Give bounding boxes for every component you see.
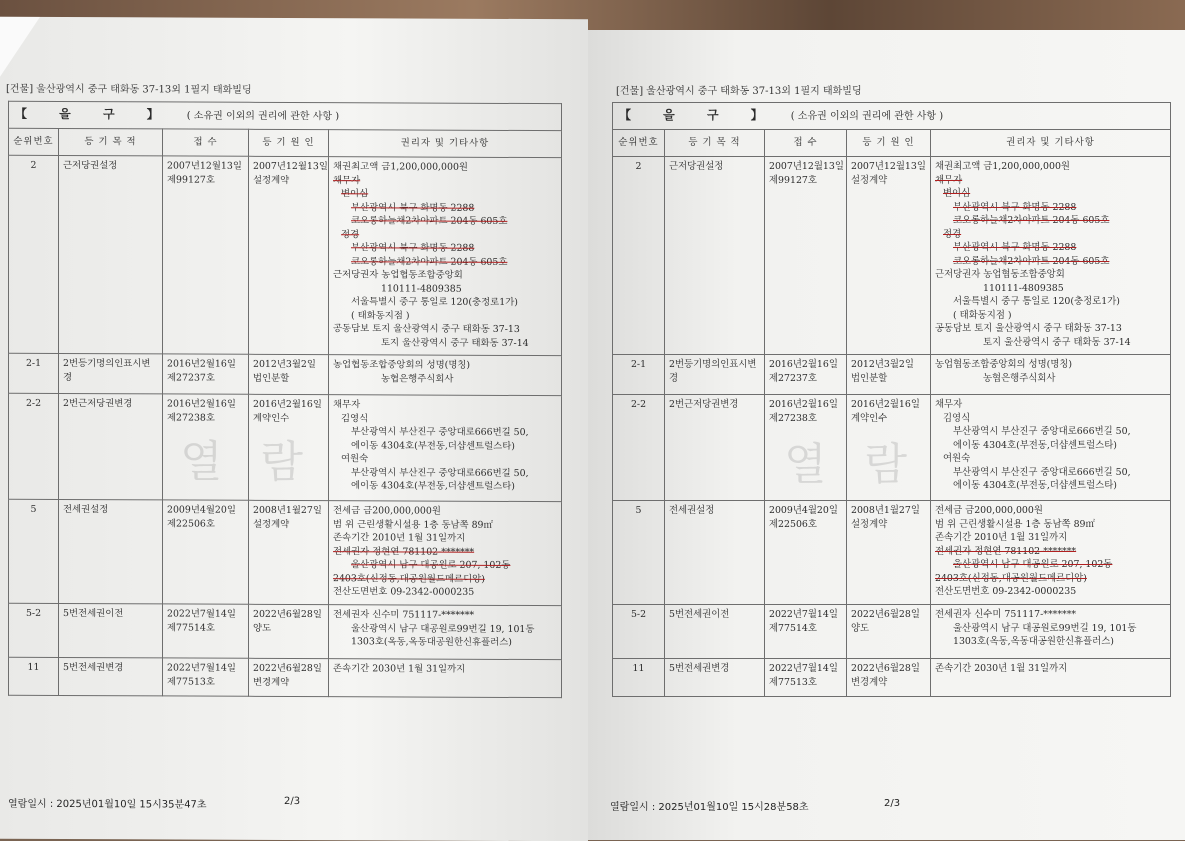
registration-cause [847, 501, 931, 605]
detail-line: 채무자 [333, 399, 361, 411]
detail-line: 전세금 금200,000,000원 [333, 505, 441, 517]
detail-line: 전세권자 정현연 781102-******* [333, 545, 475, 558]
receipt-line: 제77513호 [167, 675, 215, 688]
receipt-line: 2022년7월14일 [769, 609, 838, 620]
rank-number: 2-2 [9, 393, 59, 499]
page-number: 2/3 [284, 795, 301, 808]
receipt-line: 제22506호 [769, 518, 817, 530]
detail-line: 범 위 근린생활시설용 1층 동남쪽 89㎡ [333, 518, 493, 531]
column-header: 접 수 [765, 130, 847, 157]
rights-holder-details [931, 659, 1171, 697]
rank-number: 2 [9, 155, 59, 353]
receipt-info [765, 659, 847, 697]
rank-number: 5 [613, 501, 665, 605]
cause-line: 2022년6월28일 [851, 663, 920, 674]
registration-purpose: 5번전세권이전 [665, 605, 765, 659]
receipt-info [163, 354, 249, 394]
detail-line: 코오롱하늘채2차아파트 204동 605호 [351, 255, 508, 268]
rights-holder-details [329, 605, 562, 660]
column-header-row [9, 128, 562, 157]
receipt-line: 2016년2월16일 [167, 398, 236, 410]
detail-line: 정경 [943, 228, 962, 240]
registration-purpose: 2번근저당권변경 [665, 395, 765, 501]
cause-line: 2008년1월27일 [253, 504, 322, 517]
registration-cause [847, 605, 931, 659]
detail-line: 울산광역시 남구 대공원로99번길 19, 101동 [953, 622, 1137, 634]
detail-line: ( 태화동지점 ) [351, 309, 410, 322]
receipt-line: 2022년7월14일 [167, 608, 236, 620]
detail-line: 근저당권자 농업협동조합중앙회 [935, 269, 1065, 280]
receipt-line: 제77513호 [769, 676, 817, 688]
rank-number: 5-2 [9, 603, 59, 657]
column-header: 등 기 목 적 [59, 128, 163, 155]
detail-line: 에이동 4304호(부전동,더샵센트럴스타) [953, 439, 1117, 451]
registration-purpose: 전세권설정 [665, 501, 765, 605]
detail-line: 농협은행주식회사 [381, 372, 454, 385]
receipt-line: 제77514호 [167, 621, 215, 634]
cause-line: 2022년6월28일 [253, 608, 322, 621]
receipt-line: 제99127호 [769, 174, 817, 186]
detail-line: 코오롱하늘채2차아파트 204동 605호 [953, 215, 1110, 226]
receipt-info [163, 658, 249, 696]
cause-line: 법인분할 [851, 372, 888, 384]
cause-line: 2022년6월28일 [851, 609, 920, 620]
rights-holder-details [329, 355, 562, 396]
rights-holder-details [931, 501, 1171, 605]
receipt-line: 2016년2월16일 [167, 358, 236, 370]
column-header: 권리자 및 기타사항 [931, 130, 1171, 157]
view-timestamp: 열람일시 : 2025년01월10일 15시28분58초 [610, 802, 809, 813]
section-subtitle: ( 소유권 이외의 권리에 관한 사항 ) [186, 110, 340, 122]
section-subtitle: ( 소유권 이외의 권리에 관한 사항 ) [790, 110, 944, 122]
detail-line: 에이동 4304호(부전동,더샵센트럴스타) [351, 480, 515, 492]
view-timestamp: 열람일시 : 2025년01월10일 15시35분47초 [8, 798, 207, 811]
detail-line: 채무자 [935, 174, 963, 186]
table-row [613, 157, 1171, 355]
table-row [9, 603, 562, 659]
receipt-info [765, 501, 847, 605]
rank-number: 2-2 [613, 395, 665, 501]
receipt-line: 2022년7월14일 [167, 662, 236, 674]
register-table [8, 101, 562, 698]
registration-cause [847, 157, 931, 355]
rank-number: 11 [9, 657, 59, 695]
registration-cause [847, 355, 931, 395]
rights-holder-details [931, 157, 1171, 355]
receipt-line: 제22506호 [167, 517, 215, 530]
registration-purpose: 5번전세권이전 [59, 603, 163, 657]
receipt-line: 제27238호 [769, 412, 817, 424]
section-title-cell [613, 103, 1171, 130]
detail-line: 범 위 근린생활시설용 1층 동남쪽 89㎡ [935, 518, 1095, 530]
registration-cause [847, 659, 931, 697]
receipt-info [765, 355, 847, 395]
rights-holder-details [329, 501, 562, 606]
receipt-line: 제77514호 [769, 622, 817, 634]
detail-line: 울산광역시 남구 대공원로99번길 19, 101동 [351, 622, 535, 635]
detail-line: 울산광역시 남구 대공원로 207, 102동 [351, 559, 511, 571]
detail-line: 변이심 [341, 188, 369, 200]
detail-line: 공동담보 토지 울산광역시 중구 태화동 37-13 [935, 323, 1122, 334]
receipt-line: 2016년2월16일 [769, 399, 838, 410]
detail-line: 농업협동조합중앙회의 성명(명칭) [935, 359, 1073, 370]
cause-line: 양도 [253, 622, 272, 634]
cause-line: 설정계약 [253, 174, 290, 186]
receipt-line: 2022년7월14일 [769, 663, 838, 674]
registration-purpose: 2번등기명의인표시변경 [665, 355, 765, 395]
detail-line: 부산광역시 부산진구 중앙대로666번길 50, [351, 466, 529, 479]
detail-line: 채권최고액 금1,200,000,000원 [333, 161, 468, 173]
detail-line: 부산광역시 북구 화명동 2288 [953, 242, 1077, 253]
table-row [9, 499, 562, 605]
column-header-row [613, 130, 1171, 157]
cause-line: 변경계약 [253, 676, 290, 688]
detail-line: 전세권자 신수미 751117-******* [935, 609, 1077, 620]
detail-line: 전세권자 신수미 751117-******* [333, 609, 475, 621]
detail-line: 존속기간 2010년 1월 31일까지 [935, 532, 1068, 543]
detail-line: 전산도면번호 09-2342-0000235 [333, 586, 475, 598]
table-row [613, 355, 1171, 395]
registration-purpose: 5번전세권변경 [665, 659, 765, 697]
detail-line: 부산광역시 북구 화명동 2288 [953, 201, 1077, 213]
receipt-line: 2009년4월20일 [167, 504, 236, 516]
registration-cause [249, 658, 329, 696]
detail-line: 존속기간 2030년 1월 31일까지 [333, 663, 466, 675]
cause-line: 2012년3월2일 [253, 358, 316, 371]
detail-line: 1303호(옥동,옥동대공원한신휴플러스) [351, 636, 512, 648]
rights-holder-details [931, 395, 1171, 501]
column-header: 등 기 원 인 [847, 130, 931, 157]
section-title-cell [9, 101, 562, 130]
detail-line: 김영식 [943, 412, 971, 424]
document-header: [건물] 울산광역시 중구 태화동 37-13외 1필지 태화빌딩 [616, 86, 862, 97]
column-header: 권리자 및 기타사항 [329, 130, 562, 158]
table-row [9, 657, 562, 697]
detail-line: 공동담보 토지 울산광역시 중구 태화동 37-13 [333, 323, 520, 335]
rank-number: 2 [613, 157, 665, 355]
cause-line: 변경계약 [851, 676, 888, 688]
document-header: [건물] 울산광역시 중구 태화동 37-13외 1필지 태화빌딩 [6, 83, 252, 96]
watermark: 열람 [784, 439, 946, 490]
cause-line: 설정계약 [253, 518, 290, 530]
column-header: 순위번호 [613, 130, 665, 157]
detail-line: 2403호(신정동,대공원월드메르디앙) [935, 572, 1087, 584]
cause-line: 2012년3월2일 [851, 359, 914, 370]
cause-line: 2007년12월13일 [851, 161, 926, 172]
document-page-right [588, 30, 1185, 840]
registration-purpose: 근저당권설정 [665, 157, 765, 355]
cause-line: 계약인수 [253, 412, 290, 424]
detail-line: 전세권자 정현연 781102-******* [935, 545, 1077, 557]
receipt-line: 제27238호 [167, 411, 215, 424]
registration-purpose: 2번등기명의인표시변경 [59, 353, 163, 393]
table-row [9, 353, 562, 395]
cause-line: 법인분할 [253, 372, 290, 384]
detail-line: 1303호(옥동,옥동대공원한신휴플러스) [953, 636, 1114, 647]
detail-line: 110111-4809385 [983, 282, 1064, 294]
page-number: 2/3 [884, 798, 901, 809]
registration-purpose: 2번근저당권변경 [59, 393, 163, 499]
detail-line: 서울특별시 중구 통일로 120(충정로1가) [953, 296, 1120, 307]
detail-line: 채무자 [333, 174, 361, 186]
detail-line: 전세금 금200,000,000원 [935, 505, 1043, 516]
detail-line: 울산광역시 남구 대공원로 207, 102동 [953, 559, 1113, 570]
rights-holder-details [329, 659, 562, 698]
registration-purpose: 근저당권설정 [59, 155, 163, 353]
detail-line: 채무자 [935, 399, 963, 410]
detail-line: 토지 울산광역시 중구 태화동 37-14 [381, 336, 529, 349]
rights-holder-details [931, 355, 1171, 395]
detail-line: 전산도면번호 09-2342-0000235 [935, 586, 1077, 597]
detail-line: 에이동 4304호(부전동,더샵센트럴스타) [953, 480, 1117, 491]
detail-line: 근저당권자 농업협동조합중앙회 [333, 269, 463, 281]
watermark: 열람 [180, 436, 342, 489]
detail-line: 부산광역시 부산진구 중앙대로666번길 50, [351, 426, 529, 439]
rank-number: 2-1 [613, 355, 665, 395]
table-row [613, 605, 1171, 659]
receipt-info [163, 156, 249, 354]
detail-line: 에이동 4304호(부전동,더샵센트럴스타) [351, 439, 515, 452]
receipt-line: 제99127호 [167, 173, 215, 186]
receipt-info [765, 605, 847, 659]
receipt-line: 2007년12월13일 [769, 161, 844, 172]
rights-holder-details [931, 605, 1171, 659]
detail-line: 여원숙 [943, 453, 971, 464]
registration-cause [249, 604, 329, 658]
receipt-line: 2009년4월20일 [769, 505, 838, 516]
receipt-line: 2007년12월13일 [167, 160, 242, 172]
cause-line: 2022년6월28일 [253, 662, 322, 675]
receipt-info [163, 500, 249, 604]
detail-line: 110111-4809385 [381, 282, 462, 295]
cause-line: 계약인수 [851, 412, 888, 424]
detail-line: 존속기간 2010년 1월 31일까지 [333, 532, 466, 544]
receipt-line: 제27237호 [167, 371, 215, 384]
detail-line: 2403호(신정동,대공원월드메르디앙) [333, 572, 485, 585]
detail-line: 여원숙 [341, 453, 369, 465]
column-header: 등 기 목 적 [665, 130, 765, 157]
column-header: 등 기 원 인 [249, 129, 329, 156]
registration-cause [249, 156, 329, 354]
column-header: 순위번호 [9, 128, 59, 155]
detail-line: 농협은행주식회사 [983, 372, 1056, 384]
table-row [9, 155, 562, 355]
cause-line: 설정계약 [851, 518, 888, 530]
cause-line: 설정계약 [851, 174, 888, 186]
detail-line: 코오롱하늘채2차아파트 204동 605호 [953, 255, 1110, 267]
receipt-line: 2016년2월16일 [769, 359, 838, 370]
registration-cause [249, 500, 329, 604]
registration-cause [249, 354, 329, 394]
register-table [612, 102, 1171, 697]
detail-line: 부산광역시 부산진구 중앙대로666번길 50, [953, 426, 1131, 437]
section-title: 【 을 구 】 [619, 107, 777, 122]
cause-line: 양도 [851, 622, 870, 634]
rank-number: 11 [613, 659, 665, 697]
detail-line: 김영식 [341, 412, 369, 424]
column-header: 접 수 [163, 129, 249, 156]
table-row [613, 501, 1171, 605]
detail-line: 서울특별시 중구 통일로 120(충정로1가) [351, 296, 518, 308]
detail-line: 변이심 [943, 188, 971, 199]
rank-number: 5 [9, 499, 59, 603]
detail-line: 채권최고액 금1,200,000,000원 [935, 161, 1070, 172]
detail-line: 부산광역시 부산진구 중앙대로666번길 50, [953, 466, 1131, 478]
table-row [613, 659, 1171, 697]
receipt-info [163, 604, 249, 658]
rights-holder-details [329, 157, 562, 356]
receipt-line: 제27237호 [769, 372, 817, 384]
registration-purpose: 전세권설정 [59, 499, 163, 603]
detail-line: 부산광역시 북구 화명동 2288 [351, 201, 475, 214]
registration-purpose: 5번전세권변경 [59, 657, 163, 695]
rights-holder-details [329, 395, 562, 502]
section-title: 【 을 구 】 [15, 106, 173, 122]
cause-line: 2007년12월13일 [253, 160, 328, 173]
rank-number: 5-2 [613, 605, 665, 659]
detail-line: 코오롱하늘채2차아파트 204동 605호 [351, 215, 508, 227]
cause-line: 2016년2월16일 [253, 398, 322, 411]
document-page-left [0, 17, 588, 841]
cause-line: 2008년1월27일 [851, 505, 920, 516]
detail-line: 토지 울산광역시 중구 태화동 37-14 [983, 336, 1131, 348]
page-corner-fold [0, 17, 40, 77]
detail-line: 존속기간 2030년 1월 31일까지 [935, 663, 1068, 674]
detail-line: 부산광역시 북구 화명동 2288 [351, 242, 475, 254]
detail-line: ( 태화동지점 ) [953, 309, 1012, 321]
rank-number: 2-1 [9, 353, 59, 393]
cause-line: 2016년2월16일 [851, 399, 920, 410]
detail-line: 농업협동조합중앙회의 성명(명칭) [333, 359, 471, 371]
detail-line: 정경 [341, 228, 360, 240]
receipt-info [765, 157, 847, 355]
